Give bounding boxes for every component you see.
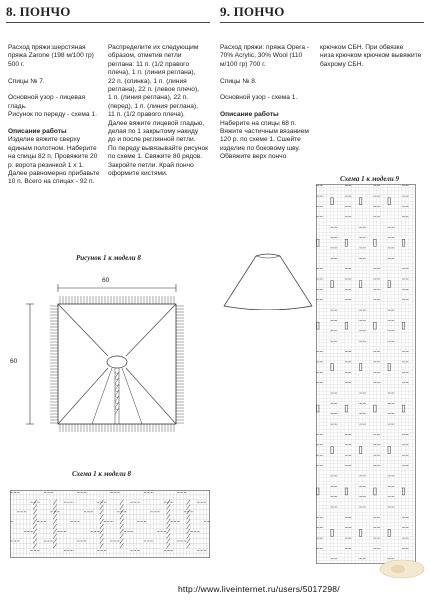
text-line: Основной узор - схема 1. [220, 94, 298, 102]
text-line: (перед), 1 п. (линия реглана), [108, 102, 198, 110]
text-line: оформите кистями. [108, 170, 168, 178]
text-line: реглана: 11 п. (1/2 правого [108, 60, 190, 68]
text-line [8, 69, 100, 77]
text-line: Расход пряжи:шерстяная [8, 44, 86, 51]
knitting-chart-model-8 [10, 490, 210, 558]
text-line: на спицы 82 п. Провяжите 20 [8, 153, 98, 161]
dim-height-label: 60 [10, 358, 18, 365]
text-line: Изделие вяжите сверху [8, 136, 81, 144]
text-line: 22 п. (спинка), 1 п. (линия [108, 77, 187, 85]
text-line: Рисунок по переду - схема 1. [8, 111, 97, 119]
left-figure-caption: Рисунок 1 к модели 8 [76, 254, 141, 262]
text-line: гладь. [8, 102, 27, 110]
left-title-rule [6, 22, 210, 23]
text-line: Описание работы [220, 111, 279, 119]
right-title: 9. ПОНЧО [220, 4, 285, 19]
text-line: Наберите на спицы 68 п. [220, 119, 297, 127]
watermark-logo [378, 557, 426, 581]
text-line: 11 п. (1/2 правого плеча). [108, 111, 185, 119]
text-line: Основной узор - лицевая [8, 94, 86, 102]
text-line: пряжа Zarone (198 м/100 гр) [8, 52, 94, 60]
right-title-rule [220, 22, 424, 23]
right-chart-caption: Схема 1 к модели 9 [340, 175, 400, 183]
text-line: до и после реглянной петли. [108, 136, 196, 144]
text-line: низа крючком крючком вывяжите [320, 52, 422, 60]
text-line: образом, отметив петли [108, 52, 182, 60]
text-line: реглана), 22 п. (левое плечо), [108, 86, 199, 94]
source-url: http://www.liveinternet.ru/users/5017298/ [178, 584, 340, 594]
text-line: р. ворота резинкой 1 х 1. [8, 161, 84, 169]
right-text-col2 [320, 44, 421, 69]
text-line: Закройте петли. Край пончо [108, 161, 194, 169]
left-text-col1 [8, 44, 100, 187]
text-line: Описание работы [8, 128, 67, 136]
text-line: 1 п. (линия реглана), 22 п. [108, 94, 189, 102]
text-line: По переду вывязывайте рисунок [108, 144, 209, 152]
text-line: м/100 гр) 700 г. [220, 60, 266, 68]
text-line: Распределите их следующим [108, 44, 199, 51]
text-line: Далее вяжите лицевой гладью, [108, 119, 205, 127]
poncho-square-diagram [8, 268, 198, 448]
text-line: 500 г. [8, 60, 25, 68]
right-text-col1 [220, 44, 309, 162]
text-line: Спицы № 8. [220, 77, 257, 85]
left-text-col2 [108, 44, 208, 179]
text-line [8, 120, 100, 128]
knitting-chart-model-9 [316, 184, 416, 564]
poncho-trapezoid-diagram [222, 250, 314, 310]
text-line: Спицы № 7. [8, 77, 45, 85]
text-line: Далее равномерно прибавьте [8, 170, 100, 178]
text-line: бахрому СБН. [320, 60, 364, 68]
text-line: делая по 1 закрытому накиду [108, 128, 199, 136]
text-line: плеча), 1 п. (линия реглана), [108, 69, 196, 77]
text-line: крючком СБН. При обвязке [320, 44, 404, 51]
dim-width-label: 60 [102, 277, 110, 284]
text-line: 10 п. Всего на спицах - 92 п. [8, 178, 95, 186]
text-line: изделие по боковому шву. [220, 144, 300, 152]
text-line: Вяжите частичным вязанием [220, 128, 309, 136]
text-line [220, 69, 309, 77]
text-line: 70% Acrylic, 30% Wool (110 [220, 52, 303, 60]
left-title: 8. ПОНЧО [6, 4, 71, 19]
left-chart-caption: Схема 1 к модели 8 [72, 470, 132, 478]
text-line: Обвяжите верх пончо [220, 153, 287, 161]
text-line: 120 р. по схеме 1. Сшейте [220, 136, 301, 144]
text-line: по схеме 1. Свяжите 80 рядов. [108, 153, 203, 161]
text-line: единым полотном. Наберите [8, 144, 97, 152]
text-line [220, 103, 309, 111]
text-line: Расход пряжи: пряжа Opera - [220, 44, 310, 51]
